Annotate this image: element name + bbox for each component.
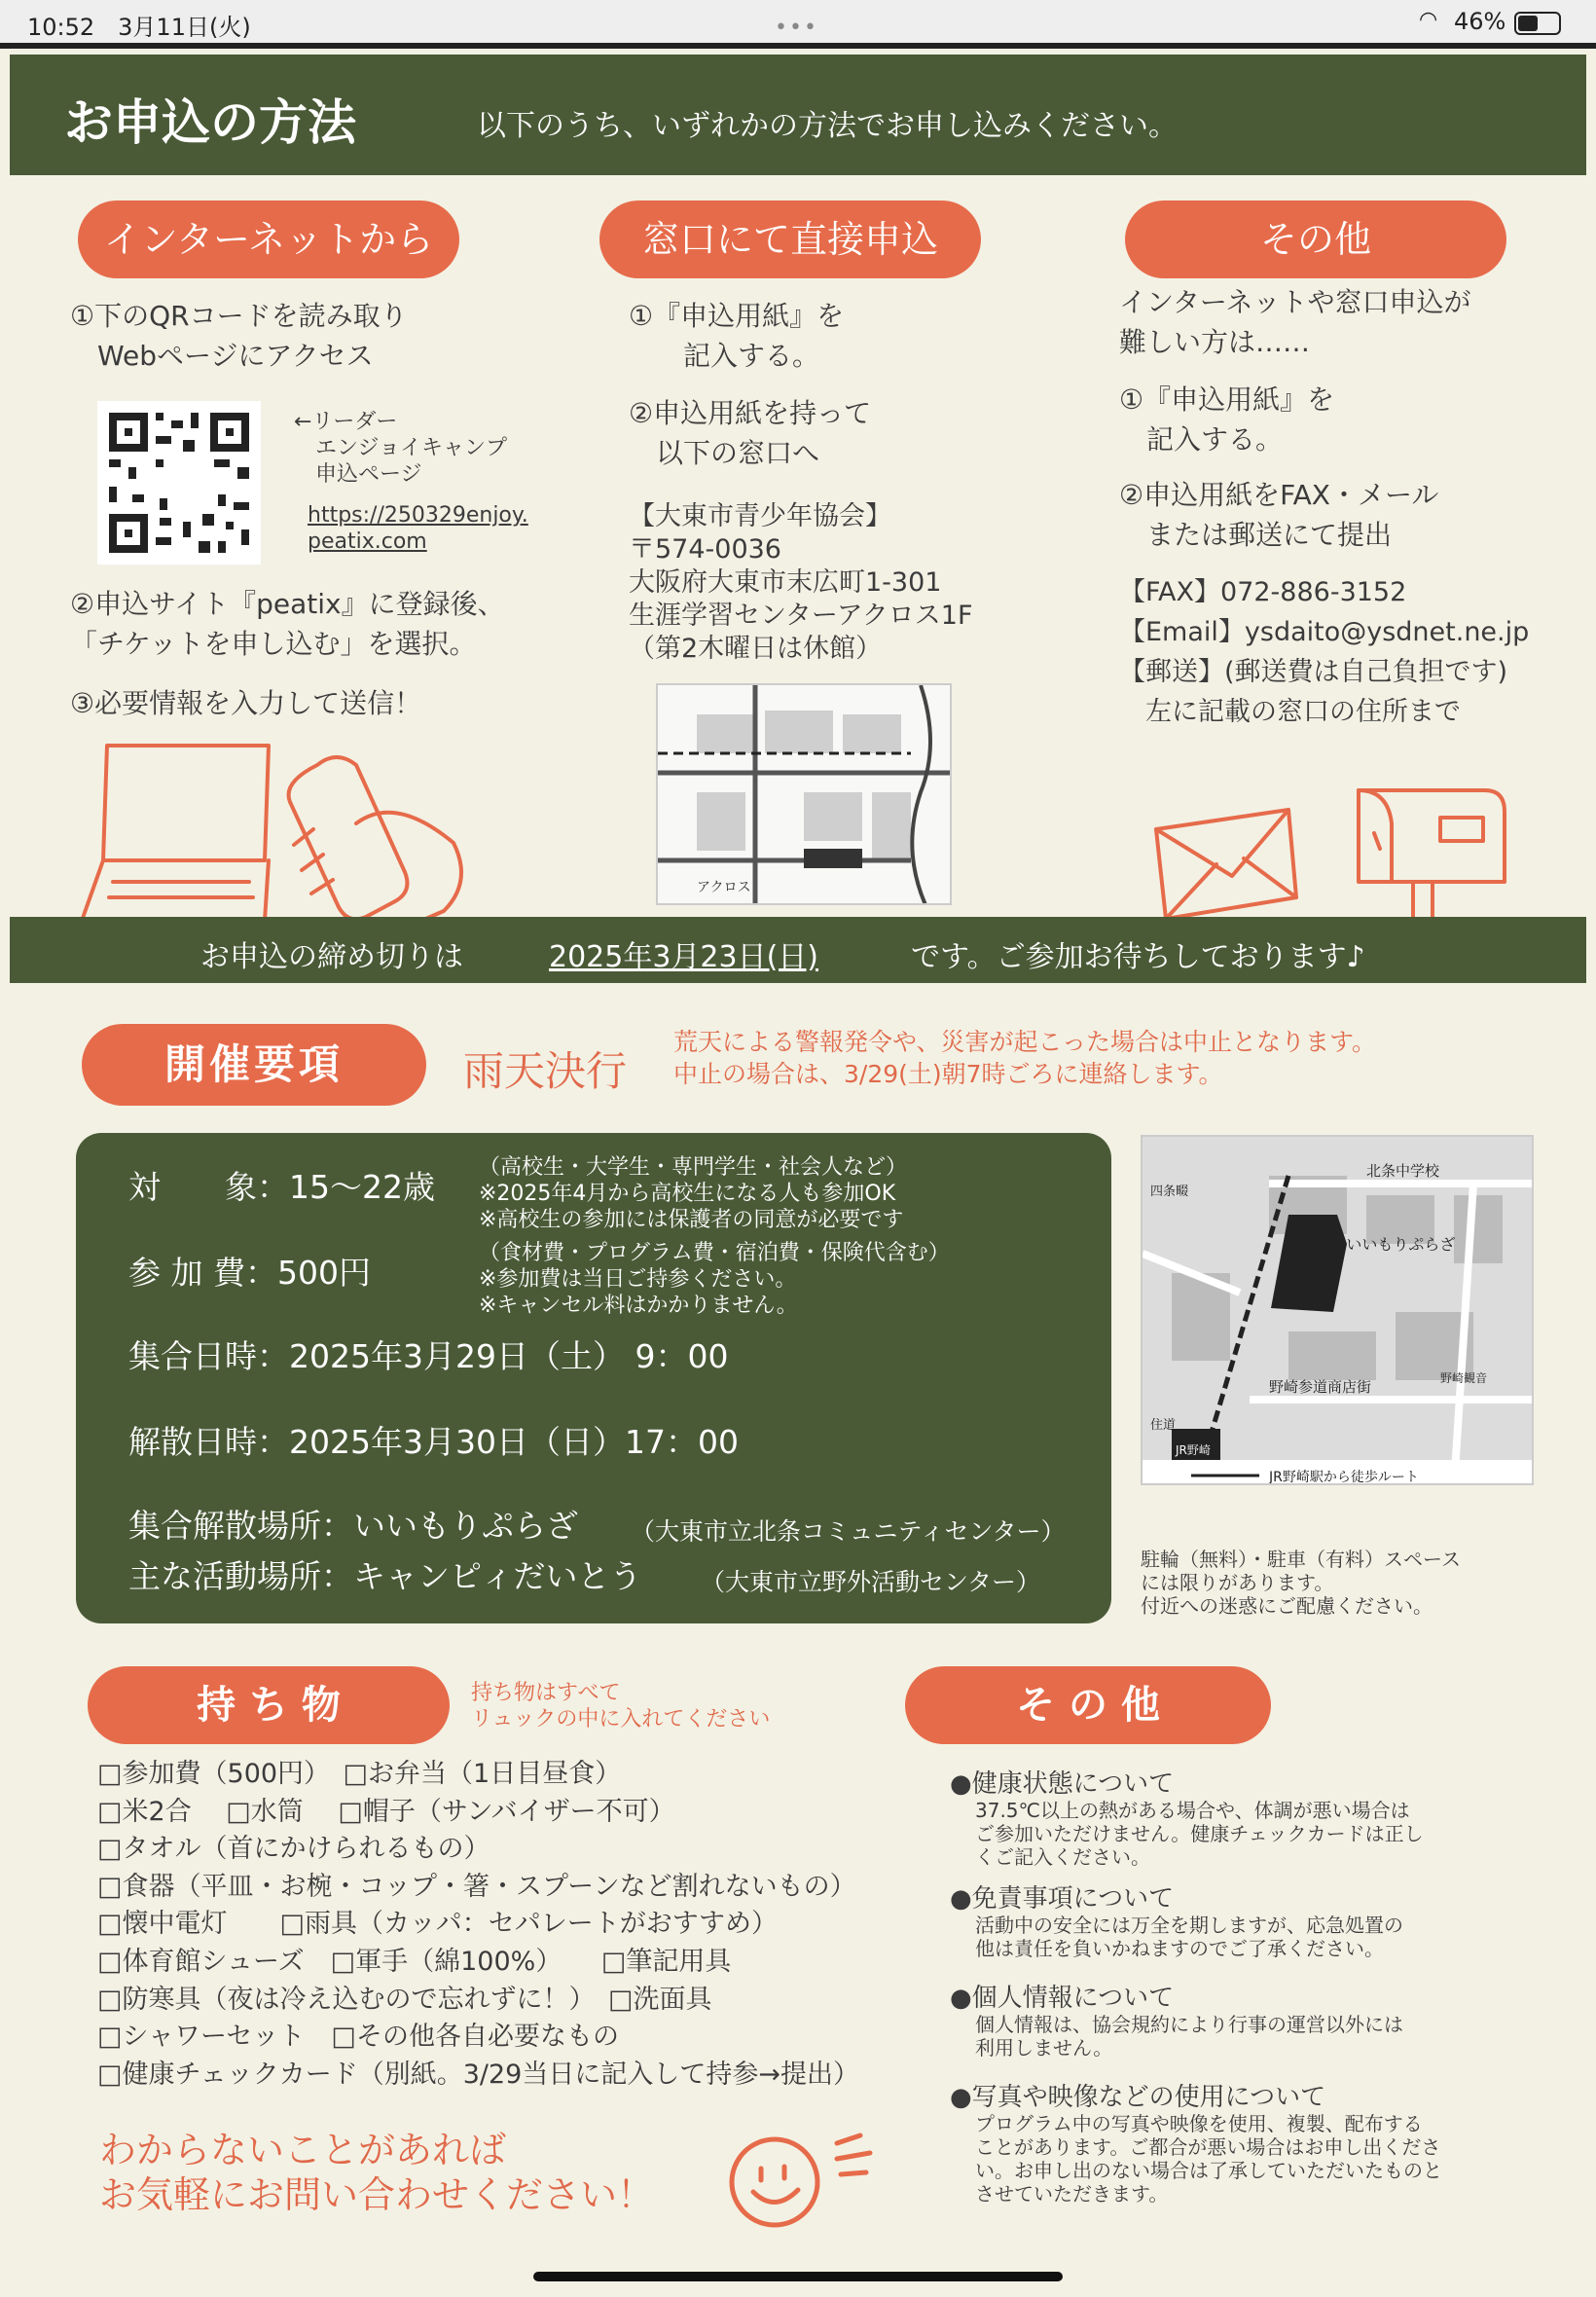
fee-note bbox=[479, 1240, 950, 1319]
across-map-drawing bbox=[658, 685, 952, 905]
other-step2-line: または郵送にて提出 bbox=[1119, 519, 1393, 551]
other-step1-line: ①『申込用紙』を bbox=[1119, 383, 1335, 416]
rain-policy: 雨天決行 bbox=[463, 1047, 628, 1095]
others-heading: そ の 他 bbox=[905, 1666, 1271, 1744]
wifi-icon: ◠ bbox=[1419, 8, 1438, 32]
home-indicator[interactable] bbox=[533, 2272, 1063, 2281]
gather-datetime: 集合日時：2025年3月29日（土） 9：00 bbox=[128, 1337, 729, 1375]
others-item-head: ●個人情報について bbox=[950, 1984, 1175, 2013]
details-panel bbox=[76, 1133, 1111, 1623]
deadline-date: 2025年3月23日(日) bbox=[549, 940, 819, 974]
across-map-label: アクロス bbox=[697, 880, 751, 895]
belongings-note-line: 持ち物はすべて bbox=[471, 1681, 621, 1705]
belongings-item: □防寒具（夜は冷え込むので忘れずに！） □洗面具 bbox=[97, 1984, 712, 2015]
counter-step1-line: 記入する。 bbox=[629, 340, 820, 372]
others-body-line: させていただきます。 bbox=[975, 2182, 1169, 2206]
participation-fee: 参 加 費：500円 bbox=[128, 1254, 371, 1292]
deadline-suffix: です。ご参加お待ちしております♪ bbox=[911, 940, 1365, 974]
belongings-note bbox=[471, 1680, 770, 1732]
page-title: お申込の方法 bbox=[64, 94, 356, 151]
other-method-contacts bbox=[1119, 572, 1529, 732]
belongings-item: □食器（平皿・お椀・コップ・箸・スプーンなど割れないもの） bbox=[97, 1871, 856, 1902]
internet-step2-line: ②申込サイト『peatix』に登録後、 bbox=[70, 588, 505, 620]
qr-label-line: 申込ページ bbox=[294, 462, 422, 487]
other-intro-line: インターネットや窓口申込が bbox=[1119, 286, 1471, 318]
peatix-link-line[interactable]: https://250329enjoy. bbox=[308, 503, 528, 528]
belongings-item: □体育館シューズ □軍手（綿100%） □筆記用具 bbox=[97, 1946, 732, 1977]
contact-message bbox=[99, 2128, 654, 2217]
deadline-band bbox=[10, 917, 1586, 983]
multitask-grip-icon[interactable]: ••• bbox=[775, 16, 818, 40]
others-body-line: 活動中の安全には万全を期しますが、応急処置の bbox=[975, 1914, 1403, 1937]
counter-postal: 〒574-0036 bbox=[629, 534, 781, 565]
target-age: 対 象：15～22歳 bbox=[128, 1168, 435, 1206]
others-body-line: ご参加いただけません。健康チェックカードは正し bbox=[975, 1822, 1424, 1845]
smile-icon bbox=[724, 2126, 899, 2233]
contact-line: わからないことがあれば bbox=[99, 2129, 507, 2171]
fee-note-line: ※参加費は当日ご持参ください。 bbox=[479, 1267, 797, 1292]
iimori-map-drawing bbox=[1143, 1137, 1534, 1485]
map-station-label: JR野崎 bbox=[1176, 1443, 1211, 1457]
other-intro-line: 難しい方は…… bbox=[1119, 326, 1311, 358]
mail-note: 左に記載の窓口の住所まで bbox=[1119, 697, 1461, 727]
details-heading: 開催要項 bbox=[82, 1024, 426, 1106]
counter-step1-line: ①『申込用紙』を bbox=[629, 300, 845, 332]
others-body-line: 利用しません。 bbox=[975, 2036, 1113, 2060]
belongings-item: □健康チェックカード（別紙。3/29当日に記入して持参→提出） bbox=[97, 2059, 859, 2090]
email-address[interactable]: 【Email】ysdaito@ysdnet.ne.jp bbox=[1119, 617, 1530, 647]
rain-note-line: 荒天による警報発令や、災害が起こった場合は中止となります。 bbox=[673, 1028, 1377, 1056]
others-item-head: ●写真や映像などの使用について bbox=[950, 2083, 1326, 2112]
activity-place: 主な活動場所：キャンピィだいとう bbox=[128, 1557, 642, 1595]
others-body-line: 他は責任を負いかねますのでご了承ください。 bbox=[975, 1937, 1384, 1960]
meeting-place-note: （大東市立北条コミュニティセンター） bbox=[631, 1517, 1066, 1546]
map-street-label: 野崎参道商店街 bbox=[1269, 1378, 1372, 1396]
other-method-step1 bbox=[1119, 380, 1334, 459]
parking-note-line: には限りがあります。 bbox=[1141, 1571, 1334, 1594]
other-method-heading: その他 bbox=[1125, 201, 1506, 278]
internet-step2 bbox=[70, 584, 505, 664]
mail-info: 【郵送】(郵送費は自己負担です) bbox=[1119, 657, 1508, 687]
counter-building: 生涯学習センターアクロス1F bbox=[629, 601, 973, 631]
counter-closed: （第2木曜日は休館） bbox=[629, 634, 883, 664]
fax-number: 【FAX】072-886-3152 bbox=[1119, 577, 1407, 607]
qr-label bbox=[294, 409, 507, 488]
dismiss-datetime: 解散日時：2025年3月30日（日）17：00 bbox=[128, 1423, 739, 1461]
others-body-line: い。お申し出のない場合は了承していただいたものと bbox=[975, 2159, 1442, 2182]
others-body-line: 個人情報は、協会規約により行事の運営以外には bbox=[975, 2013, 1403, 2036]
belongings-item: □米2合 □水筒 □帽子（サンバイザー不可） bbox=[97, 1796, 675, 1827]
other-method-intro bbox=[1119, 282, 1470, 362]
belongings-item: □懐中電灯 □雨具（カッパ：セパレートがおすすめ） bbox=[97, 1909, 779, 1940]
internet-step3: ③必要情報を入力して送信！ bbox=[70, 687, 422, 719]
deadline-prefix: お申込の締め切りは bbox=[200, 940, 463, 974]
other-step1-line: 記入する。 bbox=[1119, 423, 1284, 456]
others-item-body bbox=[950, 2112, 1534, 2206]
qr-label-line: エンジョイキャンプ bbox=[294, 436, 508, 460]
map-road1-label: 四条畷 bbox=[1150, 1185, 1189, 1199]
peatix-link-line[interactable]: peatix.com bbox=[308, 529, 427, 554]
qr-code[interactable] bbox=[97, 401, 261, 565]
meeting-place: 集合解散場所：いいもりぷらざ bbox=[128, 1507, 578, 1545]
internet-step1-line: Webページにアクセス bbox=[70, 340, 374, 372]
map-route-legend: JR野崎駅から徒歩ルート bbox=[1269, 1470, 1419, 1485]
counter-step2-line: ②申込用紙を持って bbox=[629, 397, 872, 429]
belongings-note-line: リュックの中に入れてください bbox=[471, 1707, 771, 1732]
parking-note-line: 付近への迷惑にご配慮ください。 bbox=[1141, 1594, 1433, 1618]
fee-note-line: （食材費・プログラム費・宿泊費・保険代含む） bbox=[479, 1241, 950, 1265]
status-bar bbox=[0, 0, 1596, 49]
internet-step1 bbox=[70, 296, 408, 376]
others-body-line: 37.5℃以上の熱がある場合や、体調が悪い場合は bbox=[975, 1799, 1410, 1822]
parking-note bbox=[1141, 1548, 1461, 1618]
header-band bbox=[10, 55, 1586, 175]
counter-address bbox=[629, 500, 972, 666]
belongings-heading: 持 ち 物 bbox=[88, 1666, 450, 1744]
contact-line: お気軽にお問い合わせください！ bbox=[99, 2173, 655, 2216]
other-method-step2 bbox=[1119, 475, 1438, 555]
internet-step2-line: 「チケットを申し込む」を選択。 bbox=[70, 628, 477, 660]
across-map bbox=[656, 683, 952, 905]
counter-step2-line: 以下の窓口へ bbox=[629, 437, 820, 469]
rain-note bbox=[673, 1026, 1376, 1090]
counter-step2 bbox=[629, 393, 871, 473]
belongings-item: □参加費（500円） □お弁当（1日目昼食） bbox=[97, 1759, 622, 1789]
others-body-line: ことがあります。ご都合が悪い場合はお申し出くださ bbox=[975, 2135, 1441, 2159]
counter-street: 大阪府大東市末広町1-301 bbox=[629, 567, 942, 598]
others-item-head: ●健康状態について bbox=[950, 1769, 1175, 1799]
others-item-body bbox=[950, 2013, 1534, 2060]
target-note bbox=[479, 1154, 907, 1233]
target-note-line: （高校生・大学生・専門学生・社会人など） bbox=[479, 1155, 908, 1180]
map-bank-label: 野崎観音 bbox=[1440, 1371, 1488, 1385]
status-time: 10:52 3月11日(火) bbox=[27, 14, 251, 41]
internet-heading: インターネットから bbox=[78, 201, 459, 278]
others-list bbox=[950, 1769, 1534, 2206]
qr-label-line: ←リーダー bbox=[294, 410, 398, 434]
peatix-link[interactable] bbox=[308, 502, 528, 555]
map-plaza-label: ←いいもりぷらざ bbox=[1333, 1235, 1456, 1254]
counter-heading: 窓口にて直接申込 bbox=[599, 201, 981, 278]
others-body-line: くご記入ください。 bbox=[975, 1845, 1150, 1869]
others-item-head: ●免責事項について bbox=[950, 1884, 1175, 1914]
activity-place-note: （大東市立野外活動センター） bbox=[701, 1568, 1041, 1596]
internet-step1-line: ①下のQRコードを読み取り bbox=[70, 300, 408, 332]
map-school-label: 北条中学校 bbox=[1366, 1162, 1440, 1180]
belongings-item: □タオル（首にかけられるもの） bbox=[97, 1834, 490, 1865]
target-note-line: ※高校生の参加には保護者の同意が必要です bbox=[479, 1208, 904, 1232]
target-note-line: ※2025年4月から高校生になる人も参加OK bbox=[479, 1182, 896, 1206]
others-body-line: プログラム中の写真や映像を使用、複製、配布する bbox=[975, 2112, 1423, 2135]
belongings-item: □シャワーセット □その他各自必要なもの bbox=[97, 2022, 619, 2053]
counter-step1 bbox=[629, 296, 844, 376]
others-item-body bbox=[950, 1799, 1534, 1869]
counter-org: 【大東市青少年協会】 bbox=[629, 501, 891, 531]
fee-note-line: ※キャンセル料はかかりません。 bbox=[479, 1294, 798, 1318]
page-subtitle: 以下のうち、いずれかの方法でお申し込みください。 bbox=[477, 109, 1178, 143]
flyer-page bbox=[10, 55, 1586, 2283]
battery-percent: 46% bbox=[1454, 8, 1506, 35]
iimori-map bbox=[1141, 1135, 1534, 1485]
rain-note-line: 中止の場合は、3/29(土)朝7時ごろに連絡します。 bbox=[673, 1060, 1223, 1088]
parking-note-line: 駐輪（無料）・駐車（有料）スペース bbox=[1141, 1548, 1461, 1571]
battery-level bbox=[1518, 16, 1538, 31]
map-road2-label: 住道 bbox=[1150, 1418, 1177, 1433]
other-step2-line: ②申込用紙をFAX・メール bbox=[1119, 479, 1439, 511]
qr-code-icon bbox=[97, 401, 261, 565]
others-item-body bbox=[950, 1914, 1534, 1960]
belongings-list bbox=[97, 1756, 859, 2094]
